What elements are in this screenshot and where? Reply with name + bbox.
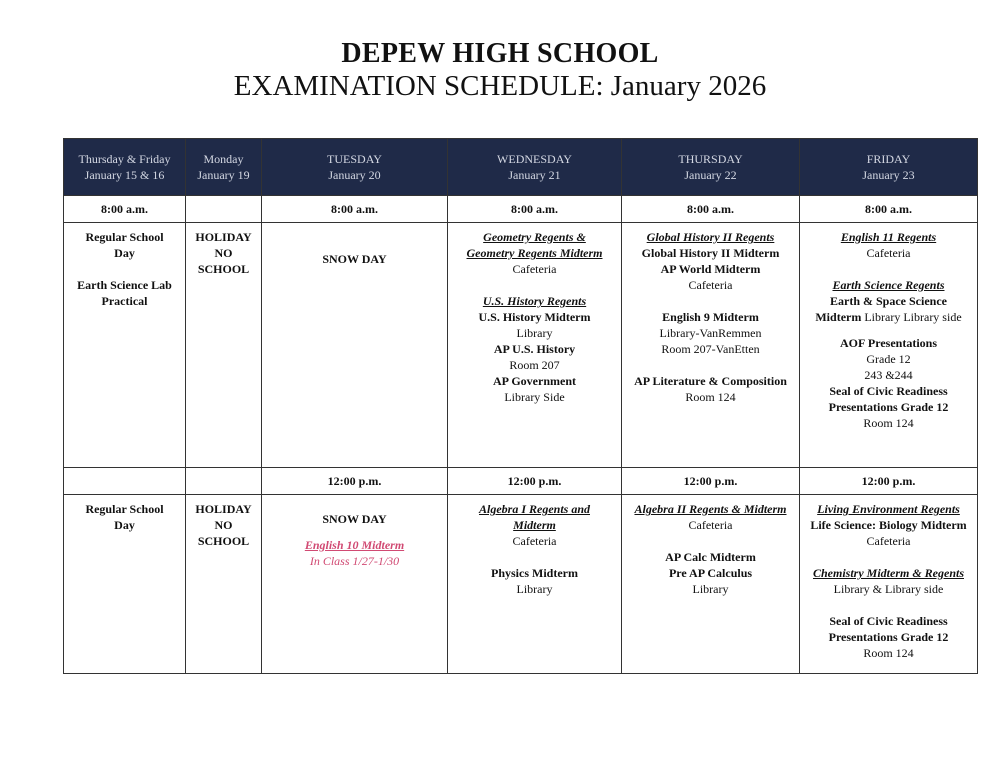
afternoon-friday-cell [800,495,978,674]
rescheduled-exam: English 10 Midterm [304,538,405,552]
location: Room 207 [509,358,560,372]
morning-friday-cell [800,223,978,468]
midterm-exam: Global History II Midterm [641,246,780,260]
location: Cafeteria [688,518,733,532]
presentation: Seal of Civic Readiness [829,384,948,398]
time-cell: 8:00 a.m. [622,196,800,223]
location: 243 &244 [864,368,913,382]
text-line [800,309,977,325]
morning-thursday-cell [622,223,800,468]
text-line: Regular School [85,230,164,244]
time-cell: 8:00 a.m. [64,196,186,223]
text-line: Grade 12 [866,352,911,366]
midterm-exam: Life Science: Biology Midterm [810,518,967,532]
text-line: Regular School [85,502,164,516]
midterm-exam: AP Literature & Composition [634,374,787,388]
location: Library [516,326,553,340]
location: Cafeteria [512,262,557,276]
column-date: January 20 [328,168,381,182]
column-header-thu-fri [64,139,186,196]
presentation: AOF Presentations [840,336,937,350]
column-header-tuesday [262,139,448,196]
afternoon-exams-row [64,495,978,674]
column-header-thursday [622,139,800,196]
morning-monday-cell [186,223,262,468]
text-line: NO [214,246,233,260]
time-cell: 12:00 p.m. [262,468,448,495]
column-day: THURSDAY [678,152,743,166]
midterm-exam: Pre AP Calculus [668,566,753,580]
time-cell: 8:00 a.m. [800,196,978,223]
afternoon-monday-cell [186,495,262,674]
rescheduled-note: In Class 1/27-1/30 [309,554,400,568]
column-day: WEDNESDAY [497,152,572,166]
text-line: Earth Science Lab [77,278,172,292]
regents-exam: Geometry Regents Midterm [466,246,603,260]
header-row [64,139,978,196]
column-date: January 23 [862,168,915,182]
column-day: Monday [203,152,244,166]
time-cell [186,468,262,495]
midterm-exam: English 9 Midterm [662,310,759,324]
afternoon-tuesday-cell [262,495,448,674]
midterm-label: Midterm [815,310,862,324]
time-cell: 8:00 a.m. [448,196,622,223]
morning-time-row [64,196,978,223]
midterm-exam: AP Government [493,374,576,388]
text-line: HOLIDAY [195,502,252,516]
text-line: SCHOOL [197,262,250,276]
location: Room 124 [863,646,914,660]
regents-exam: Algebra II Regents & Midterm [634,502,787,516]
regents-exam: Chemistry Midterm & Regents [812,566,964,580]
location: Library Side [504,390,565,404]
column-header-wednesday [448,139,622,196]
location: Cafeteria [512,534,557,548]
regents-exam: Living Environment Regents [817,502,960,516]
regents-exam: English 11 Regents [840,230,937,244]
time-cell [64,468,186,495]
presentation: Presentations Grade 12 [828,630,949,644]
midterm-exam: AP World Midterm [660,262,761,276]
text-line: Day [114,246,135,260]
time-cell: 12:00 p.m. [448,468,622,495]
location: Cafeteria [866,246,911,260]
afternoon-wednesday-cell [448,495,622,674]
time-cell [186,196,262,223]
time-cell: 8:00 a.m. [262,196,448,223]
location: Library & Library side [833,582,944,596]
presentation: Seal of Civic Readiness [829,614,948,628]
snow-day-label: SNOW DAY [322,252,387,266]
regents-exam: U.S. History Regents [482,294,587,308]
regents-exam: Midterm [513,518,556,532]
text-line: SCHOOL [197,534,250,548]
afternoon-time-row [64,468,978,495]
column-day: FRIDAY [866,152,911,166]
text-line: NO [214,518,233,532]
location: Room 207-VanEtten [661,342,760,356]
midterm-exam: AP Calc Midterm [665,550,756,564]
location: Cafeteria [688,278,733,292]
column-date: January 15 & 16 [84,168,165,182]
presentation: Presentations Grade 12 [828,400,949,414]
regents-exam: Earth Science Regents [832,278,945,292]
midterm-exam: U.S. History Midterm [478,310,591,324]
text-line: Day [114,518,135,532]
column-header-friday [800,139,978,196]
regents-exam: Global History II Regents [646,230,775,244]
text-line: Practical [101,294,148,308]
morning-wednesday-cell [448,223,622,468]
location: Cafeteria [866,534,911,548]
column-header-monday [186,139,262,196]
location: Room 124 [863,416,914,430]
column-day: TUESDAY [327,152,382,166]
column-date: January 21 [508,168,561,182]
column-date: January 22 [684,168,737,182]
midterm-exam: AP U.S. History [493,342,576,356]
text-line: HOLIDAY [195,230,252,244]
column-date: January 19 [197,168,250,182]
midterm-exam: Physics Midterm [491,566,578,580]
time-cell: 12:00 p.m. [622,468,800,495]
column-day: Thursday & Friday [78,152,171,166]
school-name: DEPEW HIGH SCHOOL [341,38,659,69]
snow-day-label: SNOW DAY [322,512,387,526]
exam-schedule-table [63,138,978,674]
afternoon-thu-fri-cell [64,495,186,674]
regents-exam: Algebra I Regents and [478,502,590,516]
schedule-title: EXAMINATION SCHEDULE: January 2026 [233,70,767,102]
location: Library [516,582,553,596]
regents-exam: Geometry Regents & [483,230,586,244]
location: Library [692,582,729,596]
midterm-exam: Earth & Space Science [830,294,947,308]
time-cell: 12:00 p.m. [800,468,978,495]
location: Library Library side [861,310,962,324]
location: Library-VanRemmen [659,326,762,340]
morning-thu-fri-cell [64,223,186,468]
morning-tuesday-cell [262,223,448,468]
afternoon-thursday-cell [622,495,800,674]
location: Room 124 [685,390,736,404]
morning-exams-row [64,223,978,468]
